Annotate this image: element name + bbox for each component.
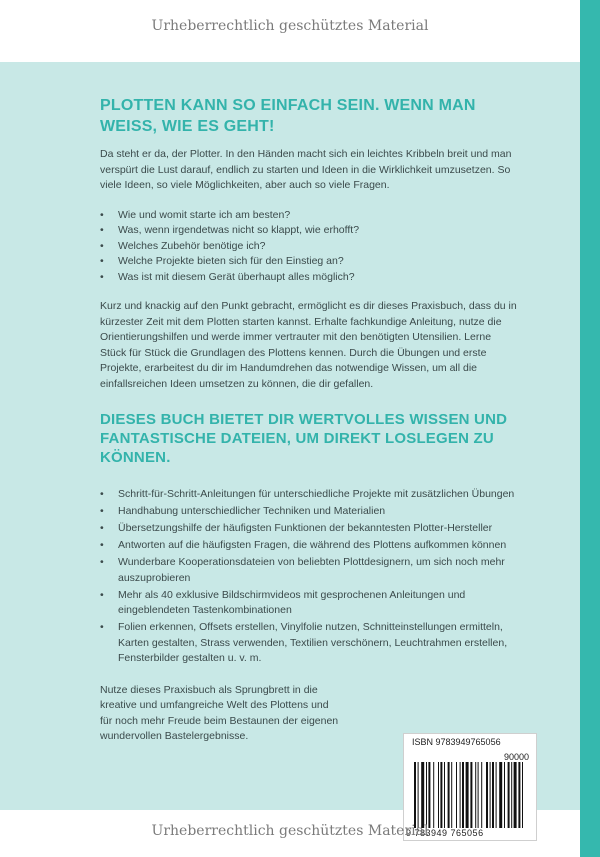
question-item: • Welches Zubehör benötige ich? — [100, 239, 520, 255]
side-color-stripe — [580, 0, 600, 857]
feature-item: • Mehr als 40 exklusive Bildschirmvideos mit gesprochenen Anleitungen und eingeblendeten Tastenkombinationen — [100, 588, 520, 619]
price-code: 90000 — [504, 752, 530, 762]
headline-plotting: PLOTTEN KANN SO EINFACH SEIN. WENN MAN WEISS, WIE ES GEHT! — [100, 97, 476, 135]
question-item: • Was ist mit diesem Gerät überhaupt alles möglich? — [100, 270, 520, 286]
question-list — [100, 208, 520, 286]
isbn-label: ISBN 9783949765056 — [412, 737, 501, 747]
barcode-digits: 9 783949 765056 — [406, 828, 484, 838]
feature-item: • Wunderbare Kooperationsdateien von beliebten Plottdesignern, um sich noch mehr auszuprobieren — [100, 555, 520, 586]
back-cover-text — [100, 95, 520, 745]
question-item: • Welche Projekte bieten sich für den Einstieg an? — [100, 254, 520, 270]
feature-item: • Antworten auf die häufigsten Fragen, die während des Plottens aufkommen können — [100, 538, 520, 554]
feature-item: • Übersetzungshilfe der häufigsten Funktionen der bekanntesten Plotter-Hersteller — [100, 521, 520, 537]
description-paragraph: Kurz und knackig auf den Punkt gebracht, ermöglicht es dir dieses Praxisbuch, dass du in kürzester Zeit mit dem Plotten starten kannst. Erhalte fachkundige Anleitung, nutze die Orientierungshilfen und werde immer vertrauter mit den benötigten Utensilien. Lerne Stück für Stück die Grundlagen des Plottens kennen. Durch die Übungen und erste Projekte, erarbeitest du dir im Handumdrehen das notwendige Wissen, um all die einfallsreichen Ideen umsetzen zu können, die dir gefallen. — [100, 300, 517, 390]
headline-book-offers: DIESES BUCH BIETET DIR WERTVOLLES WISSEN UND FANTASTISCHE DATEIEN, UM DIREKT LOSLEGEN ZU KÖNNEN. — [100, 411, 508, 466]
feature-item: • Handhabung unterschiedlicher Techniken und Materialien — [100, 504, 520, 520]
feature-item: • Schritt-für-Schritt-Anleitungen für unterschiedliche Projekte mit zusätzlichen Übungen — [100, 487, 520, 503]
question-item: • Wie und womit starte ich am besten? — [100, 208, 520, 224]
watermark-top: Urheberrechtlich geschütztes Material — [151, 18, 429, 34]
intro-paragraph: Da steht er da, der Plotter. In den Händen macht sich ein leichtes Kribbeln breit und man verspürt die Lust darauf, endlich zu starten und Ideen in die Wirklichkeit umzusetzen. So viele Ideen, so viele Möglichkeiten, aber auch so viele Fragen. — [100, 148, 512, 191]
feature-item: • Folien erkennen, Offsets erstellen, Vinylfolie nutzen, Schnitteinstellungen ermitteln, Karten gestalten, Strass verwenden, Textilien verschönern, Leuchtrahmen erstellen, Fensterbilder gestalten u. v. m. — [100, 620, 520, 667]
watermark-bottom: Urheberrechtlich geschütztes Material — [151, 823, 429, 839]
feature-list — [100, 487, 520, 667]
closing-paragraph: Nutze dieses Praxisbuch als Sprungbrett in die kreative und umfangreiche Welt des Plottens und für noch mehr Freude beim Bestaunen der eigenen wundervollen Bastelergebnisse. — [100, 683, 339, 742]
question-item: • Was, wenn irgendetwas nicht so klappt, wie erhofft? — [100, 223, 520, 239]
barcode-graphic — [414, 762, 526, 828]
